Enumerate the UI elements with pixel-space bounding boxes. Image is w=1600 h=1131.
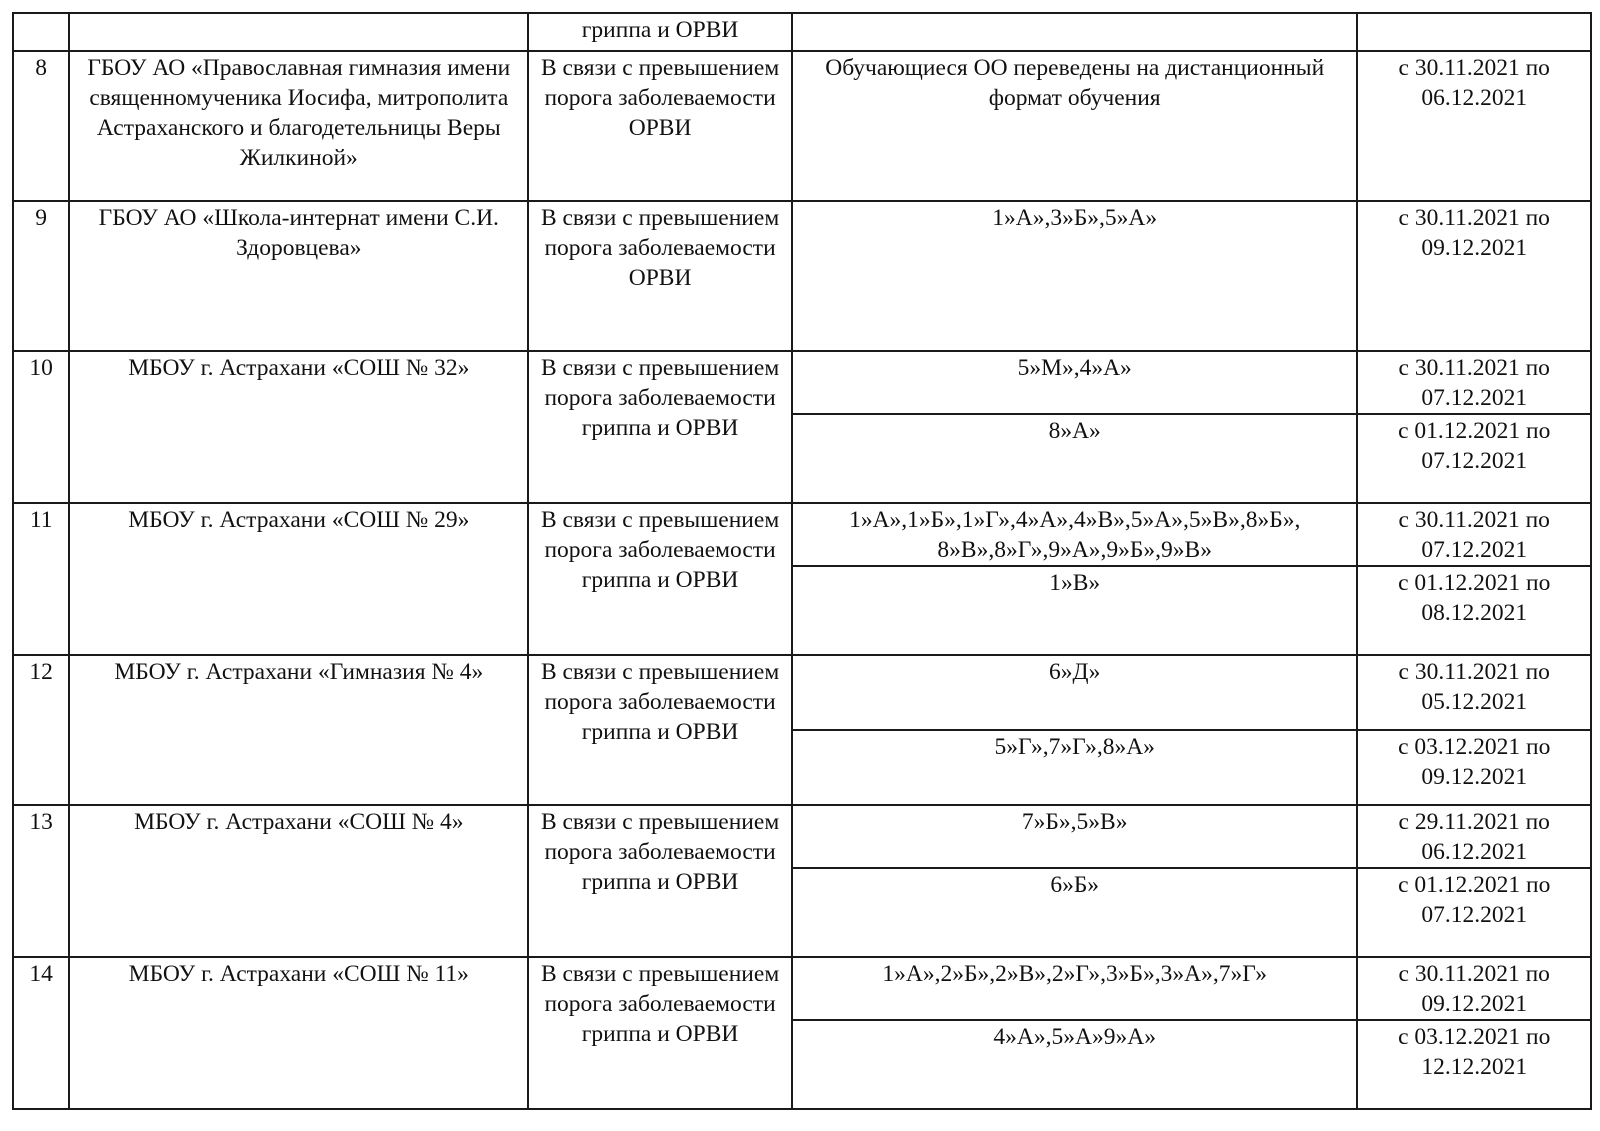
- table-row: [13, 503, 1591, 566]
- cell-org: [69, 13, 528, 51]
- table-row: [13, 805, 1591, 868]
- cell-classes: 1»В»: [792, 566, 1358, 655]
- cell-classes: 5»Г»,7»Г»,8»А»: [792, 730, 1358, 805]
- cell-period: с 01.12.2021 по 08.12.2021: [1357, 566, 1591, 655]
- cell-cause: гриппа и ОРВИ: [528, 13, 792, 51]
- cell-period: с 30.11.2021 по 06.12.2021: [1357, 51, 1591, 201]
- cell-classes: 5»М»,4»А»: [792, 351, 1358, 414]
- cell-num: [13, 13, 69, 51]
- cell-cause: В связи с превышением порога заболеваемости гриппа и ОРВИ: [528, 351, 792, 503]
- cell-org: МБОУ г. Астрахани «СОШ № 4»: [69, 805, 528, 957]
- cell-classes: 4»А»,5»А»9»А»: [792, 1020, 1358, 1109]
- cell-period: с 29.11.2021 по 06.12.2021: [1357, 805, 1591, 868]
- cell-period: с 30.11.2021 по 09.12.2021: [1357, 201, 1591, 351]
- cell-classes: 7»Б»,5»В»: [792, 805, 1358, 868]
- cell-org: МБОУ г. Астрахани «СОШ № 29»: [69, 503, 528, 655]
- cell-period: с 30.11.2021 по 05.12.2021: [1357, 655, 1591, 730]
- cell-period: с 30.11.2021 по 07.12.2021: [1357, 503, 1591, 566]
- cell-num: 9: [13, 201, 69, 351]
- cell-num: 12: [13, 655, 69, 805]
- cell-org: МБОУ г. Астрахани «СОШ № 32»: [69, 351, 528, 503]
- cell-cause: В связи с превышением порога заболеваемости гриппа и ОРВИ: [528, 503, 792, 655]
- cell-classes: 8»А»: [792, 414, 1358, 503]
- cell-cause: В связи с превышением порога заболеваемости гриппа и ОРВИ: [528, 805, 792, 957]
- cell-num: 8: [13, 51, 69, 201]
- table-row: [13, 957, 1591, 1020]
- table-row: [13, 655, 1591, 730]
- cell-classes: 6»Д»: [792, 655, 1358, 730]
- cell-classes: 1»А»,3»Б»,5»А»: [792, 201, 1358, 351]
- cell-classes: 1»А»,2»Б»,2»В»,2»Г»,3»Б»,3»А»,7»Г»: [792, 957, 1358, 1020]
- table-row-fragment: [13, 13, 1591, 51]
- cell-classes: Обучающиеся ОО переведены на дистанционный формат обучения: [792, 51, 1358, 201]
- cell-org: МБОУ г. Астрахани «Гимназия № 4»: [69, 655, 528, 805]
- cell-period: с 30.11.2021 по 07.12.2021: [1357, 351, 1591, 414]
- cell-classes: [792, 13, 1358, 51]
- cell-num: 14: [13, 957, 69, 1109]
- cell-cause: В связи с превышением порога заболеваемости ОРВИ: [528, 201, 792, 351]
- cell-org: ГБОУ АО «Православная гимназия имени священномученика Иосифа, митрополита Астраханского и благодетельницы Веры Жилкиной»: [69, 51, 528, 201]
- table-row: [13, 51, 1591, 201]
- cell-period: с 01.12.2021 по 07.12.2021: [1357, 868, 1591, 957]
- cell-classes: 1»А»,1»Б»,1»Г»,4»А»,4»В»,5»А»,5»В»,8»Б», 8»В»,8»Г»,9»А»,9»Б»,9»В»: [792, 503, 1358, 566]
- cell-org: ГБОУ АО «Школа-интернат имени С.И. Здоровцева»: [69, 201, 528, 351]
- cell-period: с 03.12.2021 по 09.12.2021: [1357, 730, 1591, 805]
- cell-period: с 03.12.2021 по 12.12.2021: [1357, 1020, 1591, 1109]
- cell-num: 11: [13, 503, 69, 655]
- cell-period: с 30.11.2021 по 09.12.2021: [1357, 957, 1591, 1020]
- quarantine-table: [12, 12, 1592, 1110]
- cell-cause: В связи с превышением порога заболеваемости ОРВИ: [528, 51, 792, 201]
- cell-period: с 01.12.2021 по 07.12.2021: [1357, 414, 1591, 503]
- cell-num: 13: [13, 805, 69, 957]
- table-row: [13, 201, 1591, 351]
- cell-classes: 6»Б»: [792, 868, 1358, 957]
- table-body: [13, 13, 1591, 1109]
- cell-cause: В связи с превышением порога заболеваемости гриппа и ОРВИ: [528, 655, 792, 805]
- cell-period: [1357, 13, 1591, 51]
- table-row: [13, 351, 1591, 414]
- cell-num: 10: [13, 351, 69, 503]
- cell-cause: В связи с превышением порога заболеваемости гриппа и ОРВИ: [528, 957, 792, 1109]
- cell-org: МБОУ г. Астрахани «СОШ № 11»: [69, 957, 528, 1109]
